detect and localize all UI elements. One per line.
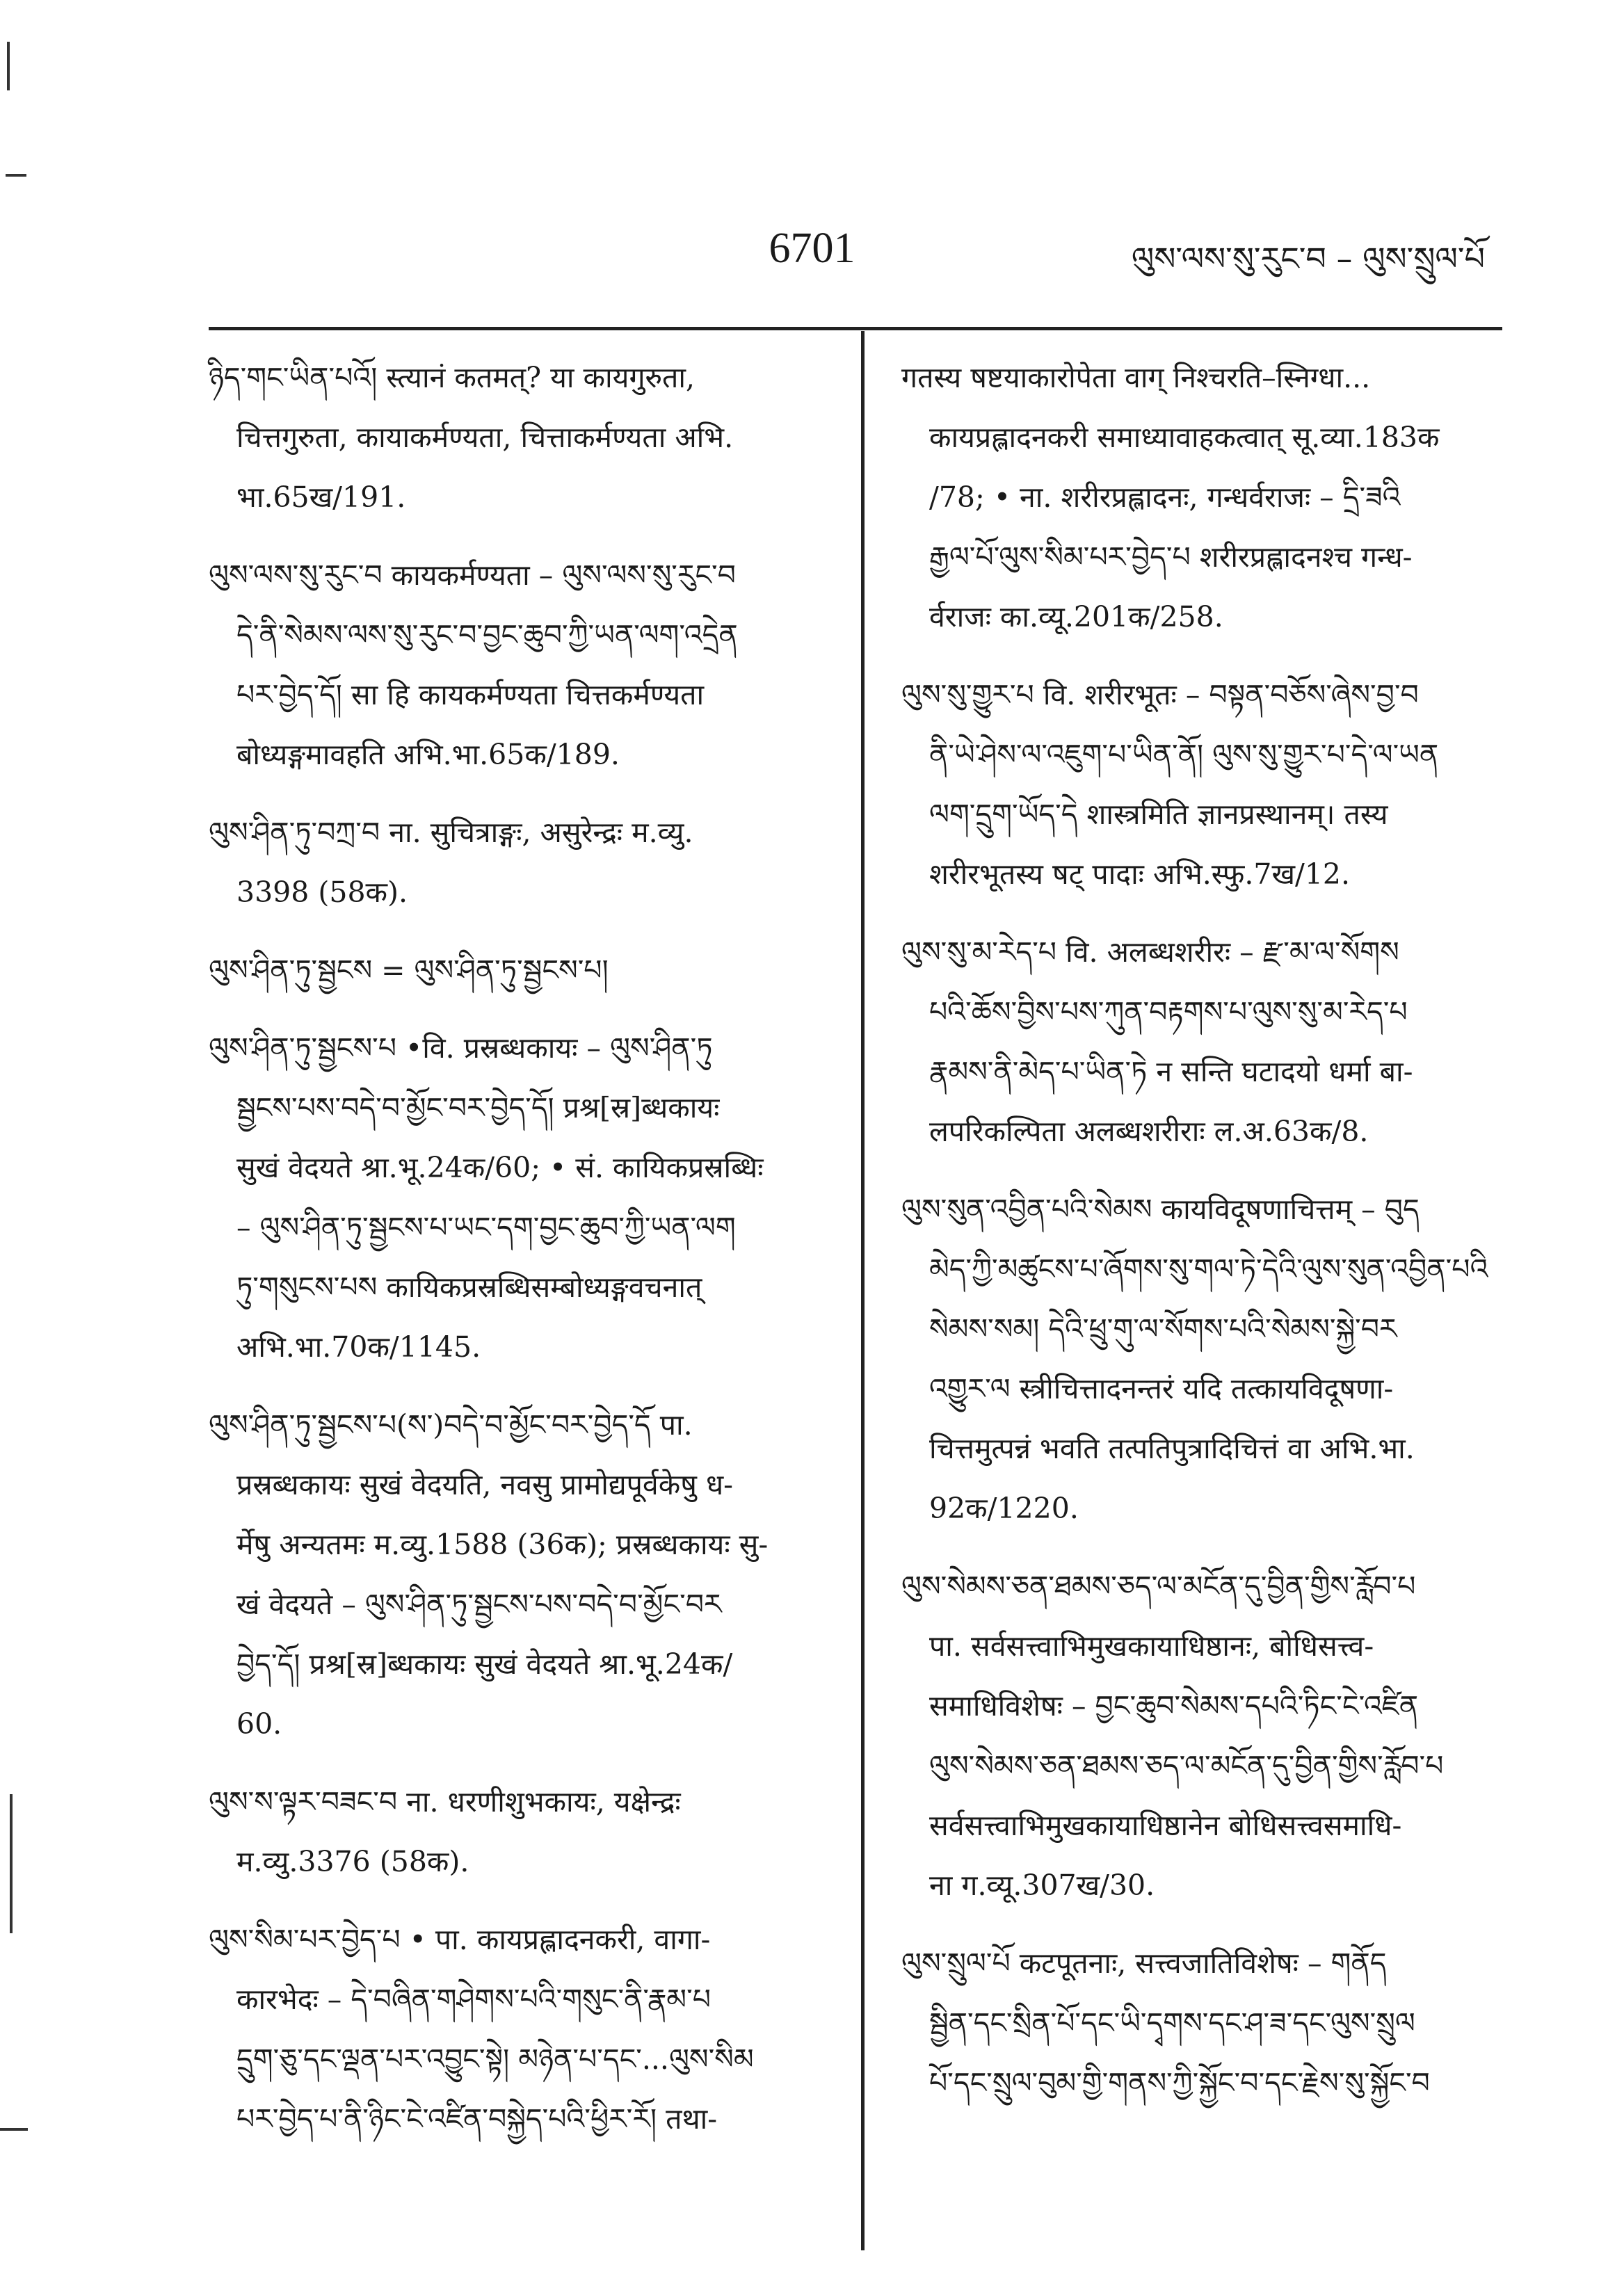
dictionary-entry [209,1018,835,1377]
entry-line: བྱེད་དོ། प्रश्र[स्र]ब्धकायः सुखं वेदयते श्रा.भू.24क/ [236,1647,733,1681]
entry-line: चित्तमुत्पन्नं भवति तत्पतिपुत्रादिचित्तं वा अभि.भा. [929,1432,1415,1465]
entry-line: खं वेदयते – ལུས་ཤིན་ཏུ་སྦྱངས་པས་བདེ་བ་མྱོང་བར [236,1588,722,1621]
scan-edge-mark [10,1794,13,1933]
entry-line: རྒྱལ་པོ་ལུས་སིམ་པར་བྱེད་པ शरीरप्रह्लादनश्च गन्ध- [929,540,1413,574]
entry-line: ལུས་ཤིན་ཏུ་སྦྱངས = ལུས་ཤིན་ཏུ་སྦྱངས་པ། [209,953,609,987]
entry-line: ལུས་སུ་གྱུར་པ वि. शरीरभूतः – བསྟན་བཅོས་ཞེས་བྱ་བ [901,678,1419,711]
dictionary-entry [901,922,1527,1161]
entry-line: ཏུ་གསུངས་པས कायिकप्रस्रब्धिसम्बोध्यङ्गवचनात् [236,1271,702,1304]
dictionary-entry [901,348,1527,647]
entry-line: शरीरभूतस्य षट् पादाः अभि.स्फु.7ख/12. [929,857,1351,891]
entry-line: ཉིད་གང་ཡིན་པའོ། स्त्यानं कतमत्? या कायगुरुता, [209,361,696,394]
right-column [901,348,1527,2131]
dictionary-entry [209,940,835,1000]
entry-line: ना ग.व्यू.307ख/30. [929,1869,1155,1902]
entry-line: ལུས་ལས་སུ་རུང་བ कायकर्मण्यता – ལུས་ལས་སུ་རུང་བ [209,558,736,592]
entry-line: म.व्यु.3376 (58क). [236,1845,469,1878]
entry-line: སེམས་སམ། དེའི་ཕྲུ་གུ་ལ་སོགས་པའི་སེམས་སྐྱེ་བར [929,1312,1397,1346]
dictionary-entry [209,1772,835,1892]
header-rule [209,327,1502,330]
entry-line: སྦྱངས་པས་བདེ་བ་མྱོང་བར་བྱེད་དོ། प्रश्र[स्र]ब्धकायः [236,1091,720,1124]
dictionary-entry [901,1933,1527,2113]
entry-line: कारभेदः – དེ་བཞིན་གཤེགས་པའི་གསུང་ནི་རྣམ་པ [236,1983,711,2016]
entry-line: པོ་དང་སྲུལ་བུམ་གྱི་གནས་ཀྱི་སྐྱོང་བ་དང་རྗེས་སུ་སྐྱོང་བ [929,2066,1430,2099]
column-divider [861,331,865,2250]
entry-line: पा. सर्वसत्त्वाभिमुखकायाधिष्ठानः, बोधिसत्त्व- [929,1629,1374,1663]
dictionary-entry [209,348,835,527]
left-column [209,348,835,2167]
entry-line: 60. [236,1707,282,1741]
entry-line: དྲུག་ཅུ་དང་ལྡན་པར་འབྱུང་སྟེ། མཉེན་པ་དང་...ལུས་སིམ [236,2042,754,2076]
dictionary-entry [209,545,835,784]
entry-line: པའི་ཆོས་བྱིས་པས་ཀུན་བརྟགས་པ་ལུས་སུ་མ་རེད་པ [929,995,1408,1029]
entry-line: པར་བྱེད་དོ། सा हि कायकर्मण्यता चित्तकर्मण्यता [236,678,705,711]
entry-line: སྦྱིན་དང་སྲིན་པོ་དང་ཡི་དྭགས་དང་ཤ་ཟ་དང་ལུས་སྲུལ [929,2006,1415,2040]
dictionary-entry [209,1910,835,2149]
entry-line: ལུས་ཤིན་ཏུ་སྦྱངས་པ(ས་)བདེ་བ་མྱོང་བར་བྱེད་དོ पा. [209,1408,693,1442]
dictionary-entry [209,803,835,922]
entry-line: 92क/1220. [929,1492,1079,1525]
entry-line: ལུས་སེམས་ཅན་ཐམས་ཅད་ལ་མངོན་དུ་བྱིན་གྱིས་རློབ་པ [929,1749,1444,1782]
entry-line: ལུས་སིམ་པར་བྱེད་པ • पा. कायप्रह्लादनकरी, वागा- [209,1923,711,1956]
entry-line: समाधिविशेषः – བྱང་ཆུབ་སེམས་དཔའི་ཏིང་ངེ་འཛིན [929,1689,1419,1723]
running-head: ལུས་ལས་སུ་རུང་བ – ལུས་སྲུལ་པོ [1131,240,1485,277]
entry-line: सुखं वेदयते श्रा.भू.24क/60; • सं. कायिकप्रस्रब्धिः [236,1151,764,1184]
entry-line: མེད་ཀྱི་མཚུངས་པ་ཞོགས་སུ་གལ་ཏེ་དེའི་ལུས་སུན་འབྱིན་པའི [929,1252,1488,1286]
entry-line: अभि.भा.70क/1145. [236,1330,481,1364]
entry-line: ལག་དྲུག་ཡོད་དེ शास्त्रमिति ज्ञानप्रस्थानम्। तस्य [929,798,1388,831]
entry-line: ལུས་སུ་མ་རེད་པ वि. अलब्धशरीरः – རྫ་མ་ལ་སོགས [901,935,1399,969]
dictionary-entry [901,1556,1527,1915]
dictionary-entry [901,665,1527,904]
entry-line: ལུས་སྲུལ་པོ कटपूतनाः, सत्त्वजातिविशेषः – གནོད [901,1946,1387,1980]
entry-line: 3398 (58क). [236,876,408,909]
entry-line: बोध्यङ्गमावहति अभि.भा.65क/189. [236,738,620,771]
entry-line: རྣམས་ནི་མེད་པ་ཡིན་ཏེ न सन्ति घटादयो धर्मा बा- [929,1055,1413,1088]
entry-line: र्वराजः का.व्यू.201क/258. [929,600,1223,634]
entry-line: /78; • ना. शरीरप्रह्लादनः, गन्धर्वराजः – དྲི་ཟའི [929,481,1401,514]
entry-line: कायप्रह्लादनकरी समाध्यावाहकत्वात् सू.व्या.183क [929,421,1440,454]
entry-line: लपरिकल्पिता अलब्धशरीराः ल.अ.63क/8. [929,1115,1369,1148]
entry-line: ལུས་ས་ལྟར་བཟང་བ ना. धरणीशुभकायः, यक्षेन्द्रः [209,1785,681,1819]
entry-line: དེ་ནི་སེམས་ལས་སུ་རུང་བ་བྱང་ཆུབ་ཀྱི་ཡན་ལག་འདྲེན [236,618,738,652]
scan-edge-mark [0,2128,28,2131]
entry-line: འགྱུར་ལ स्त्रीचित्तादनन्तरं यदि तत्कायविदूषणा- [929,1372,1394,1405]
entry-line: प्रस्रब्धकायः सुखं वेदयति, नवसु प्रामोद्यपूर्वकेषु ध- [236,1468,734,1501]
entry-line: र्मेषु अन्यतमः म.व्यु.1588 (36क); प्रस्रब्धकायः सु- [236,1528,769,1561]
entry-line: ལུས་ཤིན་ཏུ་བཀྲ་བ ना. सुचित्राङ्गः, असुरेन्द्रः म.व्यु. [209,816,693,849]
entry-line: चित्तगुरुता, कायाकर्मण्यता, चित्ताकर्मण्यता अभि. [236,421,734,454]
scan-edge-mark [7,42,10,90]
entry-line: गतस्य षष्टयाकारोपेता वाग् निश्चरति–स्निग्धा... [901,361,1371,394]
dictionary-entry [209,1395,835,1754]
entry-line: ལུས་སེམས་ཅན་ཐམས་ཅད་ལ་མངོན་དུ་བྱིན་གྱིས་རློབ་པ [901,1570,1416,1603]
entry-line: ནི་ཡེ་ཤེས་ལ་འཇུག་པ་ཡིན་ནོ། ལུས་སུ་གྱུར་པ་དེ་ལ་ཡན [929,738,1439,771]
entry-line: भा.65ख/191. [236,481,406,514]
entry-line: པར་བྱེད་པ་ནི་ཉིང་ངེ་འཛིན་བསྐྱེད་པའི་ཕྱིར་རོ། तथा- [236,2102,718,2136]
entry-line: ལུས་སུན་འབྱིན་པའི་སེམས कायविदूषणाचित्तम् – བུད [901,1193,1420,1226]
entry-line: सर्वसत्त्वाभिमुखकायाधिष्ठानेन बोधिसत्त्वसमाधि- [929,1809,1402,1842]
dictionary-entry [901,1179,1527,1538]
entry-line: ལུས་ཤིན་ཏུ་སྦྱངས་པ •वि. प्रस्रब्धकायः – ལུས་ཤིན་ཏུ [209,1031,713,1065]
page-number: 6701 [769,225,855,272]
entry-line: – ལུས་ཤིན་ཏུ་སྦྱངས་པ་ཡང་དག་བྱང་ཆུབ་ཀྱི་ཡན་ལག [236,1211,736,1244]
scan-edge-mark [6,174,26,177]
